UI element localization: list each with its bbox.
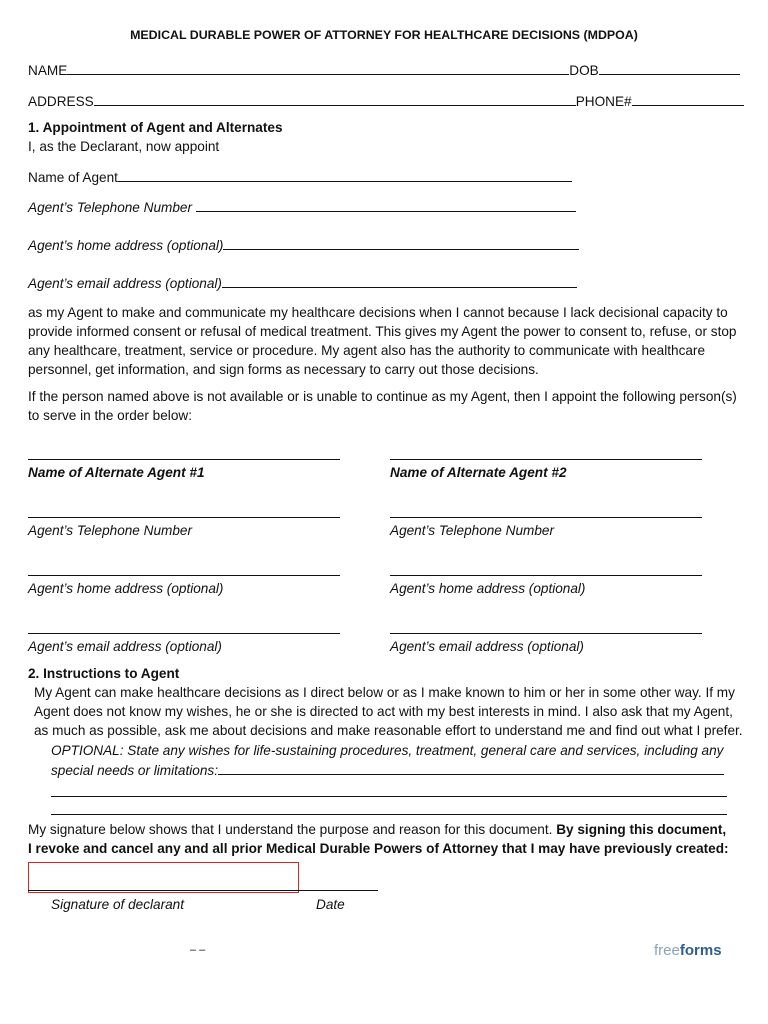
section1-heading: 1. Appointment of Agent and Alternates xyxy=(28,120,283,135)
alt1-name-line[interactable] xyxy=(28,459,340,460)
revocation-statement: By signing this document, I revoke and cancel any and all prior Medical Durable Powers of Attorney that I may have previously created: xyxy=(28,822,729,856)
agent-phone-label: Agent’s Telephone Number xyxy=(28,200,196,215)
agent-email-label: Agent’s email address (optional) xyxy=(28,276,222,291)
page-marks: – – xyxy=(190,944,206,956)
agent-name-field[interactable] xyxy=(118,169,572,182)
alternate-intro-paragraph: If the person named above is not available or is unable to continue as my Agent, then I appoint the following person(s) to serve in the order below: xyxy=(28,389,737,423)
name-row xyxy=(28,62,740,78)
alt1-name-label: Name of Alternate Agent #1 xyxy=(28,465,205,480)
alt1-email-label: Agent’s email address (optional) xyxy=(28,639,222,654)
wishes-field-2[interactable] xyxy=(51,796,727,797)
name-label: NAME xyxy=(28,63,68,78)
alt2-name-label: Name of Alternate Agent #2 xyxy=(390,465,567,480)
agent-phone-field[interactable] xyxy=(196,199,576,212)
agent-powers-paragraph: as my Agent to make and communicate my healthcare decisions when I cannot because I lack decisional capacity to provide informed consent or refusal of medical treatment. This gives my Agent the power to consent to, refuse, or stop any healthcare, treatment, service or procedure. My agent also has the authority to communicate with healthcare personnel, get information, and sign forms as necessary to carry out those decisions. xyxy=(28,305,737,377)
date-label: Date xyxy=(316,897,345,912)
section2-heading: 2. Instructions to Agent xyxy=(28,666,180,681)
agent-email-row xyxy=(28,275,577,291)
optional-instructions-line-1: OPTIONAL: State any wishes for life-sustaining procedures, treatment, general care and services, including any xyxy=(51,743,724,758)
alt1-phone-line[interactable] xyxy=(28,517,340,518)
address-label: ADDRESS xyxy=(28,94,94,109)
section1-intro: I, as the Declarant, now appoint xyxy=(28,139,220,154)
wishes-field-3[interactable] xyxy=(51,814,727,815)
alt1-home-line[interactable] xyxy=(28,575,340,576)
agent-phone-row xyxy=(28,199,576,215)
agent-home-field[interactable] xyxy=(223,237,579,250)
address-field[interactable] xyxy=(94,93,576,106)
optional-instructions-line-2: special needs or limitations: xyxy=(51,763,218,778)
optional-instructions-row xyxy=(51,762,724,778)
agent-home-label: Agent’s home address (optional) xyxy=(28,238,224,253)
alt2-email-label: Agent’s email address (optional) xyxy=(390,639,584,654)
address-row xyxy=(28,93,744,109)
signature-input-box[interactable] xyxy=(28,862,299,893)
phone-label: PHONE# xyxy=(575,94,632,109)
alt1-phone-label: Agent’s Telephone Number xyxy=(28,523,192,538)
freeforms-logo xyxy=(654,942,722,959)
phone-field[interactable] xyxy=(632,93,744,106)
instructions-line-3: as much as possible, ask me about decisions and make reasonable effort to understand me and find out what I prefer. xyxy=(34,723,743,738)
signature-statement xyxy=(28,820,733,858)
alt2-name-line[interactable] xyxy=(390,459,702,460)
name-field[interactable] xyxy=(67,62,569,75)
signature-label: Signature of declarant xyxy=(51,897,185,912)
agent-email-field[interactable] xyxy=(222,275,577,288)
brand-free: free xyxy=(654,942,680,959)
alt2-email-line[interactable] xyxy=(390,633,702,634)
instructions-line-2: Agent does not know my wishes, he or she is directed to act with my best interests in mind. I also ask that my Agent, xyxy=(34,704,733,719)
signature-line xyxy=(28,890,378,891)
agent-home-row xyxy=(28,237,579,253)
alt2-phone-line[interactable] xyxy=(390,517,702,518)
alt2-home-label: Agent’s home address (optional) xyxy=(390,581,586,596)
brand-forms: forms xyxy=(679,942,722,959)
instructions-line-1: My Agent can make healthcare decisions as I direct below or as I make known to him or her in some other way. If my xyxy=(34,685,735,700)
dob-field[interactable] xyxy=(599,62,740,75)
agent-name-row xyxy=(28,169,572,185)
alt1-home-label: Agent’s home address (optional) xyxy=(28,581,224,596)
agent-name-label: Name of Agent xyxy=(28,170,118,185)
alt2-home-line[interactable] xyxy=(390,575,702,576)
dob-label: DOB xyxy=(569,63,599,78)
signature-understanding: My signature below shows that I understand the purpose and reason for this document. xyxy=(28,822,553,837)
wishes-field-1[interactable] xyxy=(218,762,724,775)
document-title: MEDICAL DURABLE POWER OF ATTORNEY FOR HEALTHCARE DECISIONS (MDPOA) xyxy=(130,28,638,42)
alt1-email-line[interactable] xyxy=(28,633,340,634)
alt2-phone-label: Agent’s Telephone Number xyxy=(390,523,554,538)
